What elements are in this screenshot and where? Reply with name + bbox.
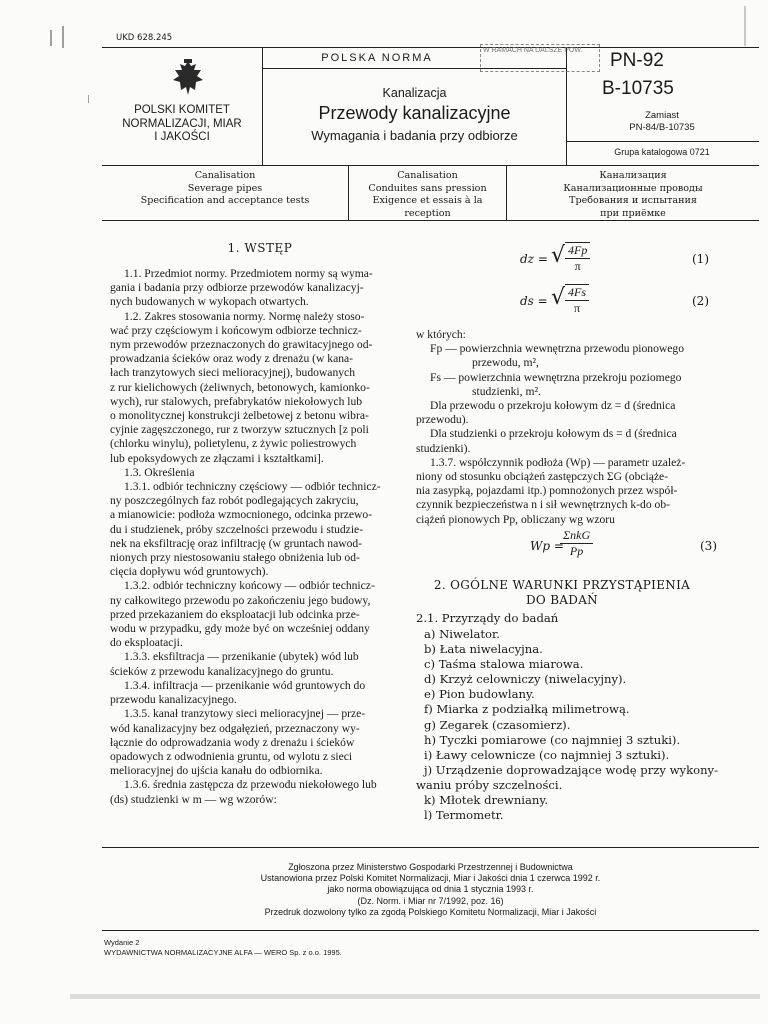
- paragraph-line: opadowych z odwodnienia gruntu, od wylotu z sieci: [110, 749, 353, 763]
- translation-fr: Canalisation Conduites sans pression Exigence et essais à la reception: [368, 170, 487, 219]
- paragraph-line: prowadzania ścieków oraz wody z drenażu (w kana-: [110, 352, 354, 366]
- library-stamp: W RAMACH NA DALSZE POW.: [480, 44, 600, 72]
- paragraph-line: nych budowanych w wykopach otwartych.: [110, 295, 309, 309]
- scan-mark: [744, 6, 746, 46]
- sqrt-symbol: √: [551, 243, 566, 268]
- paragraph-line: wych), rur stalowych, prefabrykatów niekołowych lub: [110, 394, 363, 408]
- footer-line: Zgłoszona przez Ministerstwo Gospodarki Przestrzennej i Budownictwa: [288, 862, 573, 872]
- paragraph-line: niony od stosunku obciążeń zastępczych ΣG (obciąże-: [416, 470, 669, 484]
- paragraph-line: wodu w przypadku, gdy może być on wcześniej oddany: [110, 622, 370, 636]
- paragraph-line: przewodu kanalizacyjnego.: [110, 693, 237, 707]
- paragraph-line: przewodu, m²,: [472, 356, 539, 370]
- paragraph-line: w których:: [416, 328, 466, 341]
- formula-1-numerator: 4Fp: [565, 242, 590, 259]
- scan-mark: [62, 26, 64, 48]
- paragraph-line: 1.3.5. kanał tranzytowy sieci melioracyjnej — prze-: [124, 707, 366, 721]
- paragraph-line: gania i badania przy odbiorze przewodów kanalizacyj-: [110, 281, 364, 295]
- paragraph-line: nionych przy niestosowaniu stałego obniżenia lub od-: [110, 551, 360, 565]
- translation-en: Canalisation Severage pipes Specification and acceptance tests: [140, 170, 310, 206]
- paragraph-line: 1.1. Przedmiot normy. Przedmiotem normy są wyma-: [124, 267, 373, 280]
- instrument-item: g) Zegarek (czasomierz).: [424, 717, 571, 732]
- paragraph-line: czynnik bezpieczeństwa n i sił wewnętrznych k-do ob-: [416, 498, 671, 512]
- formula-1-lhs: dz =: [520, 252, 548, 266]
- instrument-item: f) Miarka z podziałką milimetrową.: [424, 702, 630, 717]
- formula-1-number: (1): [692, 252, 709, 266]
- formula-2-numerator: 4Fs: [565, 284, 589, 301]
- paragraph-line: melioracyjnej do ujścia kanału do odbiornika.: [110, 764, 323, 778]
- paragraph-line: przewodu).: [416, 413, 469, 427]
- scan-mark: [50, 30, 52, 46]
- header-top-rule: [102, 47, 759, 48]
- instrument-item: b) Łata niwelacyjna.: [424, 642, 543, 657]
- formula-3-number: (3): [700, 539, 717, 553]
- polska-norma-label: POLSKA NORMA: [321, 52, 433, 64]
- paragraph-line: lub epoksydowych ze złączami i kształtkami].: [110, 451, 324, 465]
- edition: Wydanie 2: [104, 938, 140, 947]
- paragraph-line: studzienki).: [416, 441, 471, 455]
- translation-ru: Канализация Канализационные проводы Требования и испытания при приёмке: [563, 170, 703, 219]
- formula-3-numerator: ΣnkG: [560, 528, 593, 544]
- header-rule: [566, 141, 759, 142]
- paragraph-line: przed przekazaniem do eksploatacji lub odcinka prze-: [110, 607, 360, 621]
- paragraph-line: 1.2. Zakres stosowania normy. Normę należy stoso-: [124, 309, 365, 323]
- instrument-item: a) Niwelator.: [424, 627, 500, 641]
- paragraph-line: łach tranzytowych sieci melioracyjnej), budowanych: [110, 366, 355, 380]
- footer-line: Ustanowiona przez Polski Komitet Normalizacji, Miar i Jakości dnia 1 czerwca 1992 r.: [260, 873, 601, 884]
- doc-code: B-10735: [602, 78, 674, 99]
- paragraph-line: a mianowicie: podłoża wzmocnionego, odcinka przewo-: [110, 508, 373, 522]
- page-title: Przewody kanalizacyjne: [318, 103, 511, 123]
- instrument-item: d) Krzyż celowniczy (niwelacyjny).: [424, 672, 627, 687]
- formula-3-lhs: Wp =: [530, 539, 564, 553]
- paragraph-line: o monolitycznej konstrukcji żelbetowej z betonu wibra-: [110, 409, 369, 423]
- paragraph-line: 1.3.1. odbiór techniczny częściowy — odbiór technicz-: [124, 480, 381, 494]
- footer-line: jako norma obowiązująca od dnia 1 stycznia 1993 r.: [327, 884, 534, 895]
- paragraph-line: Fp — powierzchnia wewnętrzna przewodu pionowego: [430, 342, 685, 356]
- right-column-text: [416, 328, 708, 527]
- udc-code: UKD 628.245: [116, 33, 173, 43]
- paragraph-line: cyjnie zagęszczonego, rur z tworzyw sztucznych [z poli: [110, 423, 369, 437]
- paragraph-line: 1.3.6. średnia zastępcza dz przewodu niekołowego lub: [124, 778, 377, 792]
- paragraph-line: Dla przewodu o przekroju kołowym dz = d (średnica: [430, 399, 676, 413]
- title-subtitle: Wymagania i badania przy odbiorze: [311, 128, 518, 143]
- footer-box: [102, 847, 759, 931]
- paragraph-line: nym przewodów przeznaczonych do grawitacyjnego od-: [110, 338, 373, 352]
- title-small: Kanalizacja: [382, 86, 447, 100]
- instrument-item: e) Pion budowlany.: [424, 687, 535, 702]
- paragraph-line: (ds) studzienki w m — wg wzorów:: [110, 792, 277, 806]
- footer-line: (Dz. Norm. i Miar nr 7/1992, poz. 16): [357, 895, 504, 906]
- paragraph-line: (chlorku winylu), polietylenu, z żywic poliestrowych: [110, 437, 357, 451]
- paragraph-line: ny poszczególnych faz robót podlegających zakryciu,: [110, 494, 359, 508]
- formula-2: [520, 284, 720, 318]
- paragraph-line: z rur kielichowych (żeliwnych, betonowych, kamionko-: [110, 380, 370, 394]
- replaces-block: Zamiast PN-84/B-10735: [629, 110, 695, 133]
- publisher: WYDAWNICTWA NORMALIZACYJNE ALFA — WERO Sp. z o.o. 1995.: [104, 948, 342, 957]
- paragraph-line: łącznie do odprowadzania wody z drenażu i ścieków: [110, 735, 355, 749]
- formula-3: [530, 528, 720, 564]
- paragraph-line: Dla studzienki o przekroju kołowym ds = d (średnica: [430, 427, 677, 441]
- left-column-text: [110, 267, 402, 807]
- scan-mark: [88, 95, 89, 103]
- paragraph-line: 1.3.7. współczynnik podłoża (Wp) — parametr uzależ-: [430, 455, 686, 469]
- instrument-item: i) Ławy celownicze (co najmniej 3 sztuki).: [424, 747, 670, 762]
- paragraph-line: ścieków z przewodu kanalizacyjnego do gruntu.: [110, 664, 334, 678]
- formula-2-lhs: ds =: [520, 294, 548, 308]
- section-2-heading: 2. OGÓLNE WARUNKI PRZYSTĄPIENIA DO BADAŃ: [433, 578, 691, 607]
- paragraph-line: wód kanalizacyjny bez odgałęzień, przeznaczony wy-: [110, 721, 360, 735]
- doc-number: PN-92: [610, 50, 664, 71]
- section-1-heading: 1. WSTĘP: [227, 241, 293, 255]
- formula-3-denominator: Pp: [569, 544, 584, 558]
- paragraph-line: 1.3.3. eksfiltracja — przenikanie (ubytek) wód lub: [124, 650, 359, 664]
- paragraph-line: nia zasypką, pojazdami itp.) pomnożonych przez współ-: [416, 484, 678, 498]
- translations-rule: [102, 220, 759, 221]
- formula-2-number: (2): [692, 294, 709, 308]
- catalog-group: Grupa katalogowa 0721: [614, 147, 710, 157]
- paragraph-line: ny całkowitego przewodu po zakończeniu jego budowy,: [110, 593, 371, 607]
- subsection-2-1: 2.1. Przyrządy do badań: [416, 611, 559, 625]
- paragraph-line: nek na eksfiltrację oraz infiltrację (w gruntach nawod-: [110, 536, 363, 550]
- instrument-item: k) Młotek drewniany.: [424, 793, 549, 808]
- paragraph-line: 1.3.4. infiltracja — przenikanie wód gruntowych do: [124, 678, 366, 692]
- paragraph-line: du i studzienek, próby szczelności przewodu i studzie-: [110, 522, 364, 536]
- paragraph-line: Fs — powierzchnia wewnętrzna przekroju poziomego: [430, 370, 682, 384]
- paragraph-line: studzienki, m².: [472, 384, 541, 398]
- paragraph-line: do eksploatacji.: [110, 636, 183, 650]
- formula-2-denominator: π: [573, 301, 581, 315]
- paragraph-line: 1.3.2. odbiór techniczny końcowy — odbiór technicz-: [124, 579, 375, 593]
- paragraph-line: wać przy częściowym i końcowym odbiorze technicz-: [110, 323, 362, 337]
- header-bottom-rule: [102, 165, 759, 166]
- formula-1-denominator: π: [574, 259, 581, 273]
- paragraph-line: cięcia dopływu wód gruntowych).: [110, 565, 269, 579]
- paragraph-line: ciążeń pionowych Pp, obliczany wg wzoru: [416, 512, 615, 526]
- eagle-emblem: [170, 58, 206, 98]
- scan-mark: [70, 994, 760, 999]
- instrument-item: j) Urządzenie doprowadzające wodę przy wykony-: [424, 762, 719, 777]
- sqrt-symbol: √: [551, 285, 566, 310]
- instrument-item: c) Taśma stalowa miarowa.: [424, 657, 584, 672]
- instrument-item: h) Tyczki pomiarowe (co najmniej 3 sztuki).: [424, 732, 681, 747]
- instrument-item: waniu próby szczelności.: [416, 777, 563, 792]
- paragraph-line: 1.3. Określenia: [124, 465, 195, 479]
- instrument-list: [416, 627, 719, 823]
- footer-line: Przedruk dozwolony tylko za zgodą Polskiego Komitetu Normalizacji, Miar i Jakości: [264, 906, 597, 917]
- instrument-item: l) Termometr.: [424, 808, 504, 823]
- committee-name: POLSKI KOMITET NORMALIZACJI, MIAR I JAKOŚCI: [122, 104, 242, 143]
- formula-1: [520, 242, 720, 276]
